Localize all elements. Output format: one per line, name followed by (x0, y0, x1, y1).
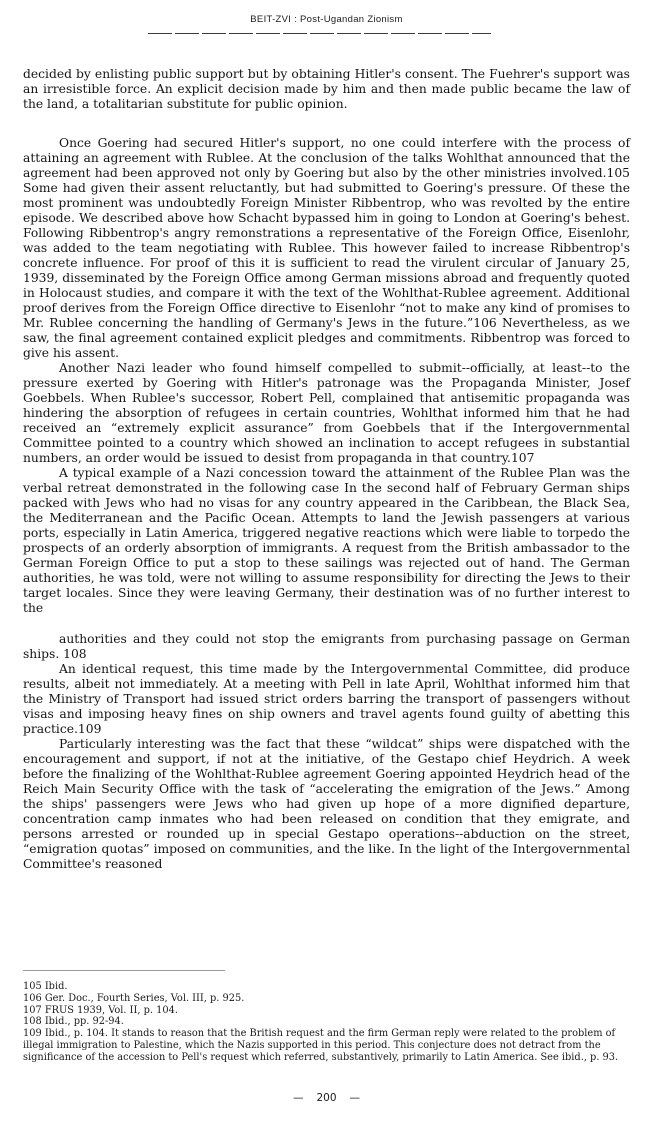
footnote-separator-rule (23, 970, 225, 971)
page-number: 200 (316, 1092, 337, 1104)
body-text (23, 67, 630, 872)
footer-dash-right: — (349, 1092, 361, 1104)
footnote: 106 Ger. Doc., Fourth Series, Vol. III, p. 925. (23, 992, 245, 1004)
header-rule (148, 33, 491, 34)
footer-dash-left: — (292, 1092, 304, 1104)
footnote: 107 FRUS 1939, Vol. II, p. 104. (23, 1004, 178, 1016)
paragraph: A typical example of a Nazi concession toward the attainment of the Rublee Plan was the verbal retreat demonstrated in the following case In the second half of February German ships packed with Jews who had no visas for any country appeared in the Caribbean, the Black Sea, the Mediterranean and the Pacific Ocean. Attempts to land the Jewish passengers at various ports, especially in Latin America, triggered negative reactions which were liable to torpedo the prospects of an orderly absorption of immigrants. A request from the British ambassador to the German Foreign Office to put a stop to these sailings was rejected out of hand. The German authorities, he was told, were not willing to assume responsibility for directing the Jews to their target locales. Since they were leaving Germany, their destination was of no further interest to the (23, 466, 630, 615)
paragraph: Particularly interesting was the fact that these “wildcat” ships were dispatched with the encouragement and support, if not at the initiative, of the Gestapo chief Heydrich. A week before the finalizing of the Wohlthat-Rublee agreement Goering appointed Heydrich head of the Reich Main Security Office with the task of “accelerating the emigration of the Jews.” Among the ships' passengers were Jews who had given up hope of a more dignified departure, concentration camp inmates who had been released on condition that they emigrate, and persons arrested or rounded up in special Gestapo operations--abduction on the street, “emigration quotas” imposed on communities, and the like. In the light of the Intergovernmental Committee's reasoned (23, 737, 630, 871)
footnote: 108 Ibid., pp. 92-94. (23, 1016, 124, 1028)
paragraph-continuation: authorities and they could not stop the emigrants from purchasing passage on German ships. 108 (23, 632, 630, 661)
footnote: 105 Ibid. (23, 981, 68, 992)
paragraph: An identical request, this time made by the Intergovernmental Committee, did produce results, albeit not immediately. At a meeting with Pell in late April, Wohlthat informed him that the Ministry of Transport had issued strict orders barring the transport of passengers without visas and imposing heavy fines on ship owners and travel agents found guilty of abetting this practice.109 (23, 662, 630, 736)
running-head-title: BEIT-ZVI : Post-Ugandan Zionism (250, 14, 403, 25)
paragraph-continuation: decided by enlisting public support but by obtaining Hitler's consent. The Fuehrer's support was an irresistible force. An explicit decision made by him and then made public became the law of the land, a totalitarian substitute for public opinion. (23, 67, 630, 111)
footnote: 109 Ibid., p. 104. It stands to reason that the British request and the firm German reply were related to the problem of illegal immigration to Palestine, which the Nazis supported in this period. This conjecture does not detract from the significance of the accession to Pell's request which referred, substantively, primarily to Latin America. See ibid., p. 93. (23, 1028, 619, 1063)
footnotes-section (23, 964, 630, 1064)
page-footer (0, 1092, 653, 1104)
paragraph: Another Nazi leader who found himself compelled to submit--officially, at least--to the pressure exerted by Goering with Hitler's patronage was the Propaganda Minister, Josef Goebbels. When Rublee's successor, Robert Pell, complained that antisemitic propaganda was hindering the absorption of refugees in certain countries, Wohlthat informed him that he had received an “extremely explicit assurance” from Goebbels that if the Intergovernmental Committee pointed to a country which showed an inclination to accept refugees in substantial numbers, an order would be issued to desist from propaganda in that country.107 (23, 361, 630, 465)
paragraph: Once Goering had secured Hitler's support, no one could interfere with the process of attaining an agreement with Rublee. At the conclusion of the talks Wohlthat announced that the agreement had been approved not only by Goering but also by the other ministries involved.105 Some had given their assent reluctantly, but had submitted to Goering's pressure. Of these the most prominent was undoubtedly Foreign Minister Ribbentrop, who was revolted by the entire episode. We described above how Schacht bypassed him in going to London at Goering's behest. Following Ribbentrop's angry remonstrations a representative of the Foreign Office, Eisenlohr, was added to the team negotiating with Rublee. This however failed to increase Ribbentrop's concrete influence. For proof of this it is sufficient to read the virulent circular of January 25, 1939, disseminated by the Foreign Office among German missions abroad and frequently quoted in Holocaust studies, and compare it with the text of the Wohlthat-Rublee agreement. Additional proof derives from the Foreign Office directive to Eisenlohr “not to make any kind of promises to Mr. Rublee concerning the handling of Germany's Jews in the future.”106 Nevertheless, as we saw, the final agreement contained explicit pledges and commitments. Ribbentrop was forced to give his assent. (23, 136, 630, 360)
